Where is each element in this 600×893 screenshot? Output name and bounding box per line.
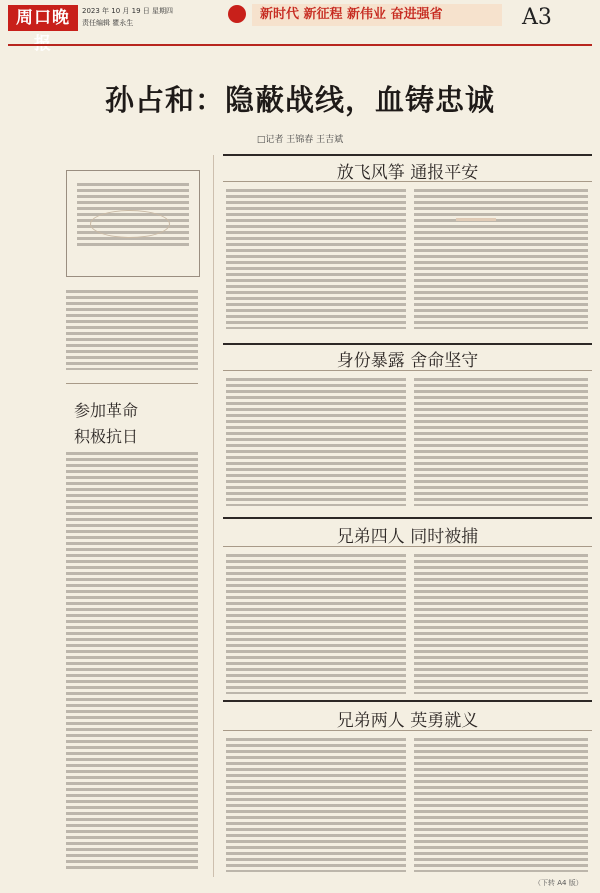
section-title-3: 兄弟四人 同时被捕: [336, 527, 479, 547]
section-title-4: 兄弟两人 英勇就义: [336, 711, 479, 731]
section-2-col-2: [414, 378, 588, 506]
page-header: [0, 0, 600, 54]
epigraph-ribbon-ornament: [90, 210, 170, 238]
left-column-text: [66, 452, 198, 872]
section-title-2: 身份暴露 舍命坚守: [336, 351, 479, 371]
header-rule: [8, 44, 592, 46]
column-slogan-banner: 新时代 新征程 新伟业 奋进强省: [252, 4, 502, 26]
section-rule-top: [223, 154, 592, 156]
section-1-col-1: [226, 189, 406, 329]
column-gutter: [213, 155, 214, 877]
section-3-col-1: [226, 554, 406, 694]
section-4-col-1: [226, 738, 406, 872]
section-rule-4: [223, 730, 592, 731]
section-2-col-1: [226, 378, 406, 506]
section-rule-top-3: [223, 517, 592, 519]
article-byline: □记者 王锦春 王吉斌: [256, 135, 344, 145]
article-headline: 孙占和：隐蔽战线，血铸忠诚: [104, 83, 495, 117]
party-emblem-icon: [228, 5, 246, 23]
responsible-editor: 责任编辑 瞿永生: [82, 19, 134, 27]
side-section-title-1: 参加革命: [74, 401, 139, 420]
side-divider: [66, 383, 198, 384]
section-rule-2: [223, 370, 592, 371]
section-4-col-2: [414, 738, 588, 872]
side-section-title-2: 积极抗日: [74, 427, 139, 446]
section-3-col-2: [414, 554, 588, 694]
continued-note: （下转 A4 版）: [534, 879, 583, 887]
section-title-1: 放飞风筝 通报平安: [336, 163, 479, 183]
issue-date: 2023 年 10 月 19 日 星期四: [82, 7, 173, 15]
section-1-col-2: [414, 189, 588, 329]
newspaper-logo: 周口晚报: [8, 5, 78, 31]
highlight-mark: [456, 218, 496, 221]
section-rule-top-4: [223, 700, 592, 702]
intro-text-block: [66, 290, 198, 370]
section-rule-top-2: [223, 343, 592, 345]
page-number: A3: [522, 5, 552, 30]
section-rule-1: [223, 181, 592, 182]
section-rule-3: [223, 546, 592, 547]
